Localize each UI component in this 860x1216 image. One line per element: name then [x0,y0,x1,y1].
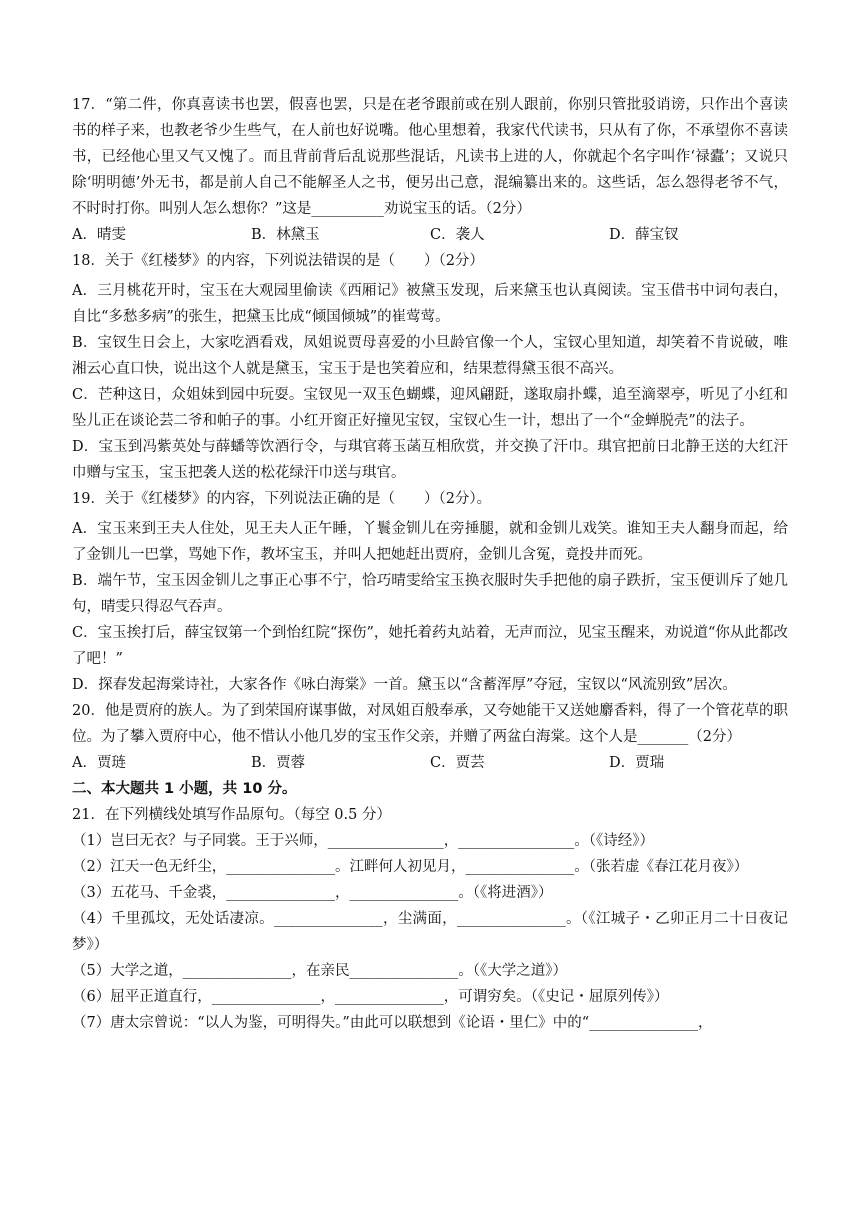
question-19-option-c: C．宝玉挨打后，薛宝钗第一个到怡红院“探伤”，她托着药丸站着，无声而泣，见宝玉醒来，劝说道“你从此都改了吧！” [72,625,788,667]
question-17-options [72,222,788,248]
option-a: A．贾琏 [72,755,126,771]
question-19-option-d: D．探春发起海棠诗社，大家各作《咏白海棠》一首。黛玉以“含蓄浑厚”夺冠，宝钗以“风流别致”居次。 [72,677,737,693]
option-c: C．袭人 [430,227,485,243]
question-19-stem: 19．关于《红楼梦》的内容，下列说法正确的是（ ）（2分）。 [72,491,492,507]
question-18-option-d: D．宝玉到冯紫英处与薛蟠等饮酒行令，与琪官蒋玉菡互相欣赏，并交换了汗巾。琪官把前日北静王送的大红汗巾赠与宝玉，宝玉把袭人送的松花绿汗巾送与琪官。 [72,439,788,481]
question-18-stem: 18．关于《红楼梦》的内容，下列说法错误的是（ ）（2分） [72,253,484,269]
fill-item-1: （1）岂曰无衣？与子同裳。王于兴师，________________，________________。（《诗经》） [72,833,654,849]
exam-page [72,92,788,1036]
question-18-option-b: B．宝钗生日会上，大家吃酒看戏，凤姐说贾母喜爱的小旦龄官像一个人，宝钗心里知道，却笑着不肯说破，唯湘云心直口快，说出这个人就是黛玉，宝玉于是也笑着应和，结果惹得黛玉很不高兴。 [72,335,788,377]
fill-item-3: （3）五花马、千金裘，_______________，_______________。（《将进酒》） [72,885,553,901]
fill-item-6: （6）屈平正道直行，_______________，_______________，可谓穷矣。（《史记・屈原列传》） [72,989,669,1005]
option-b: B．林黛玉 [251,227,320,243]
option-a: A．晴雯 [72,227,126,243]
question-19-option-a: A．宝玉来到王夫人住处，见王夫人正午睡，丫鬟金钏儿在旁捶腿，就和金钏儿戏笑。谁知王夫人翻身而起，给了金钏儿一巴掌，骂她下作，教坏宝玉，并叫人把她赶出贾府，金钏儿含冤，竟投井而死。 [72,521,788,563]
option-c: C．贾芸 [430,755,485,771]
question-21-stem: 21．在下列横线处填写作品原句。（每空 0.5 分） [72,807,391,823]
question-20: 20．他是贾府的族人。为了到荣国府谋事做，对凤姐百般奉承，又夸她能干又送她麝香料，得了一个管花草的职位。为了攀入贾府中心，他不惜认小他几岁的宝玉作父亲，并赠了两盆白海棠。这个人是_______（2分） [72,703,788,745]
section-2-heading: 二、本大题共 1 小题，共 10 分。 [72,781,297,797]
fill-item-7: （7）唐太宗曾说：“以人为鉴，可明得失。”由此可以联想到《论语・里仁》中的“_______________， [72,1015,713,1031]
option-b: B．贾蓉 [251,755,306,771]
question-17: 17．“第二件，你真喜读书也罢，假喜也罢，只是在老爷跟前或在别人跟前，你别只管批驳诮谤，只作出个喜读书的样子来，也教老爷少生些气，在人前也好说嘴。他心里想着，我家代代读书，只从有了你，不承望你不喜读书，已经他心里又气又愧了。而且背前背后乱说那些混话，凡读书上进的人，你就起个名字叫作‘禄蠹’；又说只除‘明明德’外无书，都是前人自己不能解圣人之书，便另出己意，混编纂出来的。这些话，怎么怨得老爷不气，不时时打你。叫别人怎么想你？”这是__________劝说宝玉的话。（2分） [72,97,788,217]
fill-item-5: （5）大学之道，_______________，在亲民_______________。（《大学之道》） [72,963,567,979]
question-18-option-a: A．三月桃花开时，宝玉在大观园里偷读《西厢记》被黛玉发现，后来黛玉也认真阅读。宝玉借书中词句表白，自比“多愁多病”的张生，把黛玉比成“倾国倾城”的崔莺莺。 [72,283,788,325]
option-d: D．薛宝钗 [609,227,679,243]
option-d: D．贾瑞 [609,755,665,771]
question-20-options [72,750,788,776]
question-19-option-b: B．端午节，宝玉因金钏儿之事正心事不宁，恰巧晴雯给宝玉换衣服时失手把他的扇子跌折，宝玉便训斥了她几句，晴雯只得忍气吞声。 [72,573,788,615]
question-18-option-c: C．芒种这日，众姐妹到园中玩耍。宝钗见一双玉色蝴蝶，迎风翩跹，遂取扇扑蝶，追至滴翠亭，听见了小红和坠儿正在谈论芸二爷和帕子的事。小红开窗正好撞见宝钗，宝钗心生一计，想出了一个“金蝉脱壳”的法子。 [72,387,788,429]
fill-item-2: （2）江天一色无纤尘，_______________。江畔何人初见月，_______________。（张若虚《春江花月夜》） [72,859,749,875]
fill-item-4: （4）千里孤坟，无处话凄凉。_______________，尘满面，_______________。（《江城子・乙卯正月二十日夜记梦》） [72,911,788,953]
